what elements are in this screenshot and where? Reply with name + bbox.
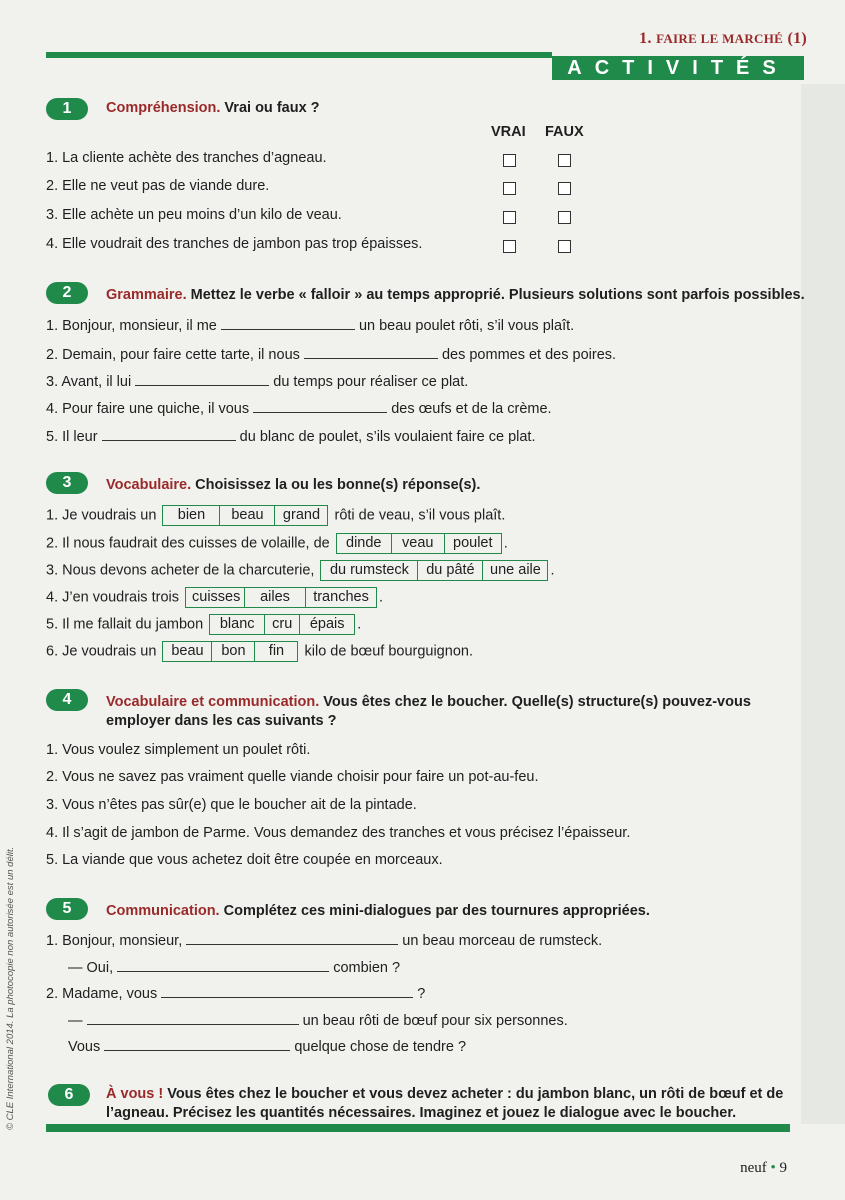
ex5-line: 1. Bonjour, monsieur, un beau morceau de rumsteck. — [46, 933, 603, 949]
choice-option[interactable]: bien — [177, 507, 206, 523]
chapter-header — [639, 30, 807, 48]
exercise-3-number: 3 — [46, 472, 88, 494]
facing-page-shadow — [801, 84, 845, 1124]
ex3-item: 3. Nous devons acheter de la charcuterie, du rumsteck du pâté une aile . — [46, 560, 554, 581]
choice-option[interactable]: dinde — [346, 535, 382, 551]
true-column-header: VRAI — [491, 124, 526, 140]
ex1-item: 1. La cliente achète des tranches d’agneau. — [46, 150, 327, 166]
ex2-item: 1. Bonjour, monsieur, il me un beau poulet rôti, s’il vous plaît. — [46, 318, 575, 334]
answer-blank[interactable] — [104, 1038, 290, 1051]
footer-bullet: • — [770, 1160, 776, 1176]
ex1-item: 3. Elle achète un peu moins d’un kilo de veau. — [46, 207, 342, 223]
ex4-item: 5. La viande que vous achetez doit être coupée en morceaux. — [46, 852, 443, 868]
checkbox-true-1[interactable] — [503, 154, 516, 167]
ex1-item: 4. Elle voudrait des tranches de jambon pas trop épaisses. — [46, 236, 423, 252]
copyright-notice: © CLE International 2014. La photocopie non autorisée est un délit. — [5, 846, 16, 1130]
ex1-item: 2. Elle ne veut pas de viande dure. — [46, 178, 270, 194]
ex4-item: 2. Vous ne savez pas vraiment quelle viande choisir pour faire un pot-au-feu. — [46, 769, 539, 785]
exercise-4-title: Vocabulaire et communication. Vous êtes chez le boucher. Quelle(s) structure(s) pouvez-vous employer dans les cas suivants ? — [106, 694, 751, 729]
answer-blank[interactable] — [221, 317, 355, 330]
ex2-item: 5. Il leur du blanc de poulet, s’ils voulaient faire ce plat. — [46, 429, 536, 445]
choice-option[interactable]: épais — [299, 615, 354, 634]
exercise-5-title: Communication. Complétez ces mini-dialogues par des tournures appropriées. — [106, 903, 650, 919]
chapter-title: FAIRE LE MARCHÉ — [656, 31, 784, 46]
choice-option[interactable]: du pâté — [417, 561, 482, 580]
checkbox-true-4[interactable] — [503, 240, 516, 253]
ex5-line: — un beau rôti de bœuf pour six personnes. — [68, 1013, 568, 1029]
choice-option[interactable]: cuisses — [192, 589, 241, 605]
ex4-item: 1. Vous voulez simplement un poulet rôti. — [46, 742, 311, 758]
choice-option[interactable]: bon — [211, 642, 254, 661]
answer-blank[interactable] — [304, 346, 438, 359]
exercise-6-title: À vous ! Vous êtes chez le boucher et vous devez acheter : du jambon blanc, un rôti de bœuf et de l’agneau. Précisez les quantités nécessaires. Imaginez et jouez le dialogue avec le boucher. — [106, 1086, 784, 1121]
answer-blank[interactable] — [186, 932, 398, 945]
choice-group — [336, 533, 502, 554]
choice-option[interactable]: du rumsteck — [329, 562, 409, 578]
ex3-item: 2. Il nous faudrait des cuisses de volaille, de dinde veau poulet . — [46, 533, 508, 554]
choice-group — [320, 560, 548, 581]
exercise-2-number: 2 — [46, 282, 88, 304]
false-column-header: FAUX — [545, 124, 584, 140]
checkbox-false-3[interactable] — [558, 211, 571, 224]
ex3-item: 4. J’en voudrais trois cuisses ailes tranches . — [46, 587, 383, 608]
exercise-3-title: Vocabulaire. Choisissez la ou les bonne(s) réponse(s). — [106, 477, 481, 493]
ex5-line: 2. Madame, vous ? — [46, 986, 426, 1002]
answer-blank[interactable] — [161, 985, 413, 998]
ex2-item: 2. Demain, pour faire cette tarte, il nous des pommes et des poires. — [46, 347, 617, 363]
choice-group — [185, 587, 377, 608]
page-footer — [740, 1160, 787, 1177]
answer-blank[interactable] — [117, 959, 329, 972]
choice-option[interactable]: une aile — [482, 561, 547, 580]
choice-option[interactable]: poulet — [444, 534, 501, 553]
ex5-line: Vous quelque chose de tendre ? — [68, 1039, 467, 1055]
ex3-item: 5. Il me fallait du jambon blanc cru épais . — [46, 614, 361, 635]
choice-option[interactable]: grand — [274, 506, 327, 525]
checkbox-false-2[interactable] — [558, 182, 571, 195]
choice-option[interactable]: beau — [171, 643, 204, 659]
activities-banner: ACTIVITÉS — [552, 56, 804, 80]
choice-option[interactable]: fin — [254, 642, 297, 661]
answer-blank[interactable] — [87, 1012, 299, 1025]
choice-option[interactable]: cru — [264, 615, 299, 634]
chapter-number: 1. — [639, 30, 652, 47]
ex2-item: 4. Pour faire une quiche, il vous des œufs et de la crème. — [46, 401, 552, 417]
exercise-1-title: Compréhension. Vrai ou faux ? — [106, 100, 320, 116]
ex4-item: 4. Il s’agit de jambon de Parme. Vous demandez des tranches et vous précisez l’épaisseur. — [46, 825, 631, 841]
answer-blank[interactable] — [253, 400, 387, 413]
checkbox-true-2[interactable] — [503, 182, 516, 195]
ex4-item: 3. Vous n’êtes pas sûr(e) que le boucher ait de la pintade. — [46, 797, 417, 813]
checkbox-false-4[interactable] — [558, 240, 571, 253]
choice-option[interactable]: blanc — [219, 616, 255, 632]
ex5-line: — Oui, combien ? — [68, 960, 401, 976]
ex2-item: 3. Avant, il lui du temps pour réaliser ce plat. — [46, 374, 469, 390]
answer-blank[interactable] — [102, 428, 236, 441]
exercise-5-number: 5 — [46, 898, 88, 920]
footer-rule — [46, 1124, 790, 1132]
choice-group — [162, 641, 298, 662]
ex3-item: 6. Je voudrais un beau bon fin kilo de bœuf bourguignon. — [46, 641, 473, 662]
exercise-6-number: 6 — [48, 1084, 90, 1106]
exercise-1-number: 1 — [46, 98, 88, 120]
ex3-item: 1. Je voudrais un bien beau grand rôti de veau, s’il vous plaît. — [46, 505, 505, 526]
page-number: 9 — [779, 1160, 787, 1176]
checkbox-true-3[interactable] — [503, 211, 516, 224]
exercise-4-number: 4 — [46, 689, 88, 711]
choice-group — [162, 505, 328, 526]
choice-option[interactable]: beau — [219, 506, 274, 525]
choice-option[interactable]: veau — [391, 534, 444, 553]
choice-group — [209, 614, 355, 635]
exercise-2-title: Grammaire. Mettez le verbe « falloir » au temps approprié. Plusieurs solutions sont parfois possibles. — [106, 287, 805, 303]
page-word: neuf — [740, 1160, 767, 1176]
chapter-part: (1) — [787, 30, 807, 47]
answer-blank[interactable] — [135, 373, 269, 386]
header-rule — [46, 52, 552, 58]
choice-option[interactable]: tranches — [305, 588, 376, 607]
checkbox-false-1[interactable] — [558, 154, 571, 167]
choice-option[interactable]: ailes — [244, 588, 305, 607]
